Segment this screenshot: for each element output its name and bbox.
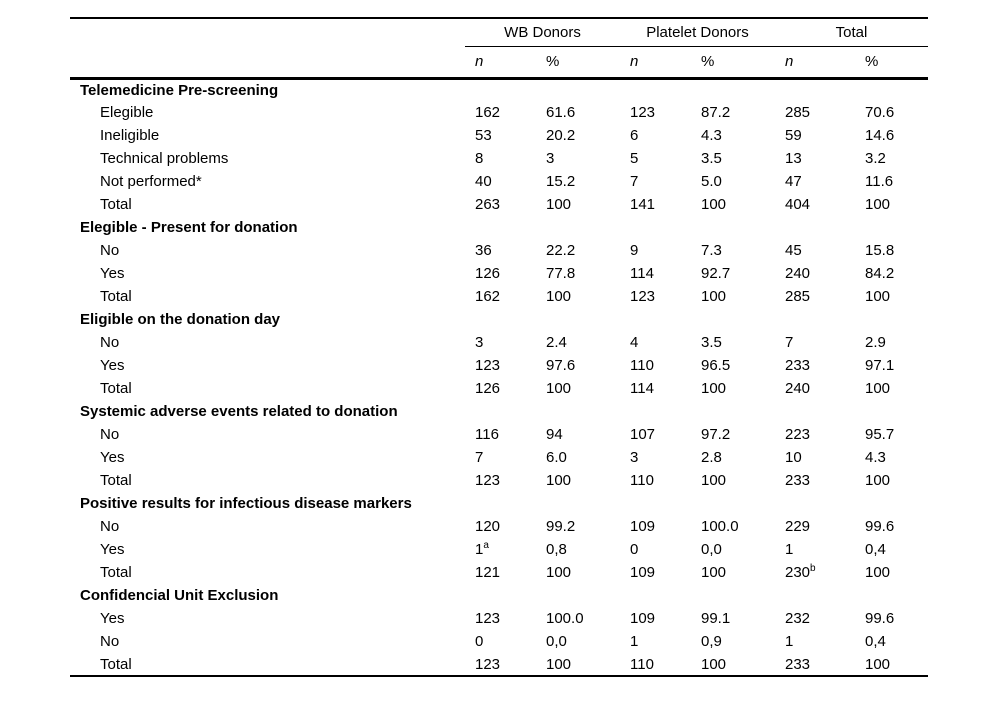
data-cell: 263 <box>475 196 501 213</box>
data-cell: 0,8 <box>546 541 567 558</box>
data-cell: 100 <box>536 653 620 676</box>
section-header-row <box>70 308 928 331</box>
data-cell: 1 <box>785 633 794 650</box>
data-cell: 141 <box>630 196 656 213</box>
data-cell: 14.6 <box>865 127 895 144</box>
data-cell: 162 <box>475 288 501 305</box>
table-row <box>70 193 928 216</box>
row-label: No <box>100 426 120 443</box>
table-body <box>70 78 928 676</box>
data-cell: 100 <box>546 472 572 489</box>
sub-header-row <box>70 46 928 78</box>
data-cell: 123 <box>630 104 656 121</box>
data-cell: 100 <box>865 380 891 397</box>
data-cell: 110 <box>620 653 691 676</box>
table-row <box>70 630 928 653</box>
data-cell: 100.0 <box>701 518 739 535</box>
data-cell: 61.6 <box>546 104 576 121</box>
data-cell: 100 <box>691 653 775 676</box>
data-cell: 100 <box>865 288 891 305</box>
data-cell: 7 <box>630 173 639 190</box>
data-cell: 99.6 <box>865 610 895 627</box>
row-label: Total <box>100 564 132 581</box>
data-cell: 0,4 <box>865 633 886 650</box>
data-cell: 116 <box>475 426 499 443</box>
data-cell: 47 <box>785 173 802 190</box>
data-cell: 7 <box>785 334 794 351</box>
row-label: Not performed* <box>100 173 202 190</box>
table-row <box>70 538 928 561</box>
table-row <box>70 124 928 147</box>
data-cell: 7 <box>475 449 484 466</box>
data-cell: 0,0 <box>701 541 722 558</box>
data-cell: 3 <box>475 334 484 351</box>
row-label: Total <box>100 288 132 305</box>
data-cell: 109 <box>630 518 656 535</box>
data-cell: 230$^b$ <box>785 563 816 581</box>
table-row <box>70 101 928 124</box>
donor-outcomes-table <box>70 17 928 677</box>
data-cell: 7.3 <box>701 242 722 259</box>
data-cell: 123 <box>465 653 536 676</box>
footnote-marker: b <box>810 563 816 574</box>
data-cell: 100 <box>701 564 727 581</box>
data-cell: 2.8 <box>701 449 722 466</box>
data-cell: 100 <box>855 653 928 676</box>
data-cell: 100 <box>546 564 572 581</box>
row-label: Yes <box>100 357 125 374</box>
data-cell: 123 <box>475 472 501 489</box>
table-row <box>70 446 928 469</box>
data-cell: 223 <box>785 426 811 443</box>
subheader-platelet-percent: % <box>691 46 775 78</box>
data-cell: 95.7 <box>865 426 895 443</box>
row-label: Elegible <box>100 104 154 121</box>
subheader-platelet-n: n <box>620 46 691 78</box>
data-cell: 4.3 <box>865 449 886 466</box>
data-cell: 3 <box>630 449 639 466</box>
data-cell: 0,9 <box>701 633 722 650</box>
row-label: No <box>100 518 120 535</box>
data-cell: 126 <box>475 265 501 282</box>
table-row <box>70 561 928 584</box>
table-row <box>70 170 928 193</box>
row-label: Total <box>70 653 465 676</box>
data-cell: 3.2 <box>865 150 886 167</box>
data-cell: 114 <box>630 265 654 282</box>
data-cell: 404 <box>785 196 811 213</box>
data-cell: 59 <box>785 127 802 144</box>
column-group-platelet-donors: Platelet Donors <box>620 18 775 46</box>
table-row <box>70 239 928 262</box>
data-cell: 114 <box>630 380 654 397</box>
data-cell: 13 <box>785 150 802 167</box>
data-cell: 0 <box>630 541 639 558</box>
row-label: Yes <box>100 265 125 282</box>
data-cell: 0,0 <box>546 633 567 650</box>
column-group-total: Total <box>775 18 928 46</box>
data-cell: 94 <box>546 426 563 443</box>
data-cell: 5 <box>630 150 639 167</box>
data-cell: 123 <box>630 288 656 305</box>
data-cell: 240 <box>785 380 811 397</box>
data-cell: 99.1 <box>701 610 731 627</box>
section-header-row <box>70 216 928 239</box>
corner-cell <box>70 46 465 78</box>
data-cell: 126 <box>475 380 501 397</box>
data-cell: 100 <box>546 196 572 213</box>
row-label: No <box>100 242 120 259</box>
data-cell: 100 <box>701 380 727 397</box>
row-label: Ineligible <box>100 127 160 144</box>
data-cell: 2.9 <box>865 334 886 351</box>
subheader-wb-n: n <box>465 46 536 78</box>
table-row <box>70 469 928 492</box>
section-header: Systemic adverse events related to donation <box>80 403 398 420</box>
data-cell: 1 <box>785 541 794 558</box>
data-cell: 3.5 <box>701 334 722 351</box>
table-row <box>70 331 928 354</box>
section-header: Eligible on the donation day <box>80 311 281 328</box>
data-cell: 285 <box>785 104 811 121</box>
subheader-wb-percent: % <box>536 46 620 78</box>
section-header-row <box>70 78 928 101</box>
data-cell: 22.2 <box>546 242 576 259</box>
corner-cell <box>70 18 465 46</box>
data-cell: 240 <box>785 265 811 282</box>
data-cell: 229 <box>785 518 811 535</box>
row-label: No <box>100 334 120 351</box>
data-cell: 110 <box>630 472 654 489</box>
data-cell: 10 <box>785 449 802 466</box>
data-cell: 97.2 <box>701 426 731 443</box>
data-cell: 8 <box>475 150 484 167</box>
data-cell: 96.5 <box>701 357 731 374</box>
data-cell: 77.8 <box>546 265 576 282</box>
data-cell: 100 <box>865 196 891 213</box>
data-cell: 15.8 <box>865 242 895 259</box>
data-cell: 123 <box>475 357 501 374</box>
data-cell: 97.1 <box>865 357 895 374</box>
data-cell: 11.6 <box>865 173 894 190</box>
section-header-row <box>70 584 928 607</box>
data-cell: 20.2 <box>546 127 576 144</box>
column-group-wb-donors: WB Donors <box>465 18 620 46</box>
data-cell: 121 <box>475 564 501 581</box>
row-label: Total <box>100 472 132 489</box>
data-cell: 3 <box>546 150 555 167</box>
data-cell: 100 <box>865 564 891 581</box>
data-cell: 5.0 <box>701 173 722 190</box>
data-cell: 4.3 <box>701 127 722 144</box>
data-cell: 9 <box>630 242 639 259</box>
subheader-total-n: n <box>775 46 855 78</box>
subheader-total-percent: % <box>855 46 928 78</box>
data-cell: 3.5 <box>701 150 722 167</box>
section-header-row <box>70 400 928 423</box>
data-cell: 0,4 <box>865 541 886 558</box>
section-header: Positive results for infectious disease markers <box>80 495 412 512</box>
data-cell: 84.2 <box>865 265 895 282</box>
data-cell: 233 <box>785 357 811 374</box>
data-cell: 4 <box>630 334 639 351</box>
table-row <box>70 423 928 446</box>
data-cell: 233 <box>785 472 811 489</box>
data-cell: 6.0 <box>546 449 567 466</box>
data-cell: 162 <box>475 104 501 121</box>
data-cell: 70.6 <box>865 104 895 121</box>
data-cell: 100 <box>546 380 572 397</box>
table-row <box>70 354 928 377</box>
data-cell: 1 <box>630 633 639 650</box>
data-cell: 6 <box>630 127 639 144</box>
table-row <box>70 377 928 400</box>
data-cell: 100.0 <box>546 610 584 627</box>
table-row <box>70 607 928 630</box>
data-cell: 285 <box>785 288 811 305</box>
data-cell: 123 <box>475 610 501 627</box>
table-row <box>70 262 928 285</box>
data-cell: 100 <box>701 288 727 305</box>
data-cell: 45 <box>785 242 802 259</box>
section-header: Telemedicine Pre-screening <box>80 81 279 99</box>
section-header: Confidencial Unit Exclusion <box>80 587 279 604</box>
data-cell: 109 <box>630 564 656 581</box>
data-cell: 120 <box>475 518 501 535</box>
data-cell: 87.2 <box>701 104 731 121</box>
data-cell: 92.7 <box>701 265 731 282</box>
data-cell: 233 <box>775 653 855 676</box>
data-cell: 97.6 <box>546 357 576 374</box>
section-header-row <box>70 492 928 515</box>
data-cell: 100 <box>546 288 572 305</box>
data-cell: 232 <box>785 610 811 627</box>
table-row <box>70 515 928 538</box>
data-cell: 107 <box>630 426 656 443</box>
row-label: Yes <box>100 610 125 627</box>
section-header: Elegible - Present for donation <box>80 219 298 236</box>
data-cell: 110 <box>630 357 654 374</box>
table-row <box>70 285 928 308</box>
column-group-header-row <box>70 18 928 46</box>
data-cell: 53 <box>475 127 492 144</box>
row-label: No <box>100 633 120 650</box>
row-label: Yes <box>100 449 125 466</box>
table-row <box>70 653 928 676</box>
data-cell: 109 <box>630 610 656 627</box>
data-cell: 99.6 <box>865 518 895 535</box>
row-label: Total <box>100 380 132 397</box>
data-cell: 2.4 <box>546 334 567 351</box>
table-row <box>70 147 928 170</box>
data-cell: 36 <box>475 242 492 259</box>
data-cell: 1$^a$ <box>475 540 489 558</box>
data-cell: 100 <box>701 196 727 213</box>
data-cell: 99.2 <box>546 518 576 535</box>
footnote-marker: a <box>483 540 489 551</box>
row-label: Yes <box>100 541 125 558</box>
data-cell: 100 <box>701 472 727 489</box>
data-cell: 40 <box>475 173 492 190</box>
data-cell: 0 <box>475 633 484 650</box>
row-label: Technical problems <box>100 150 229 167</box>
data-cell: 15.2 <box>546 173 576 190</box>
row-label: Total <box>100 196 132 213</box>
data-cell: 100 <box>865 472 891 489</box>
